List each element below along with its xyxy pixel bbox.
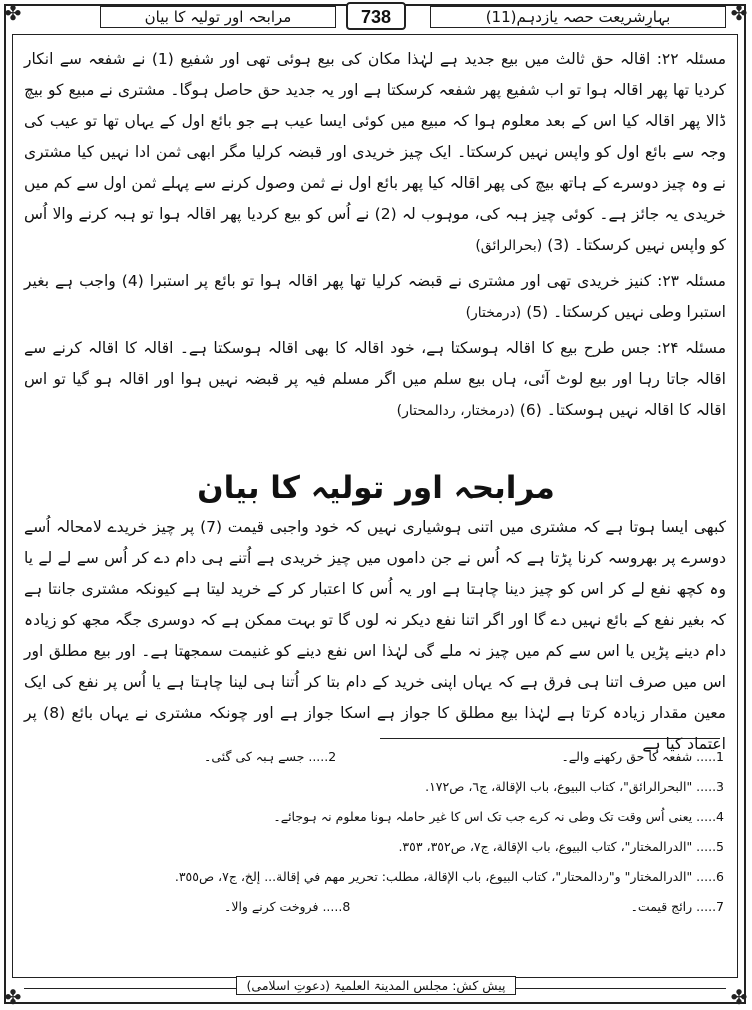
paragraph-text: مسئلہ ۲۳: کنیز خریدی تھی اور مشتری نے قبضہ کرلیا تھا پھر اقالہ ہوا تو بائع پر استبرا (4) واجب ہے بغیر استبرا وطی نہیں کرسکتا۔ (5) [24,272,726,321]
footer [0,978,752,993]
footnote-3: 3..... "البحرالرائق"، كتاب البيوع، باب الإقالة، ج٦، ص١٧٢. [425,779,724,794]
paragraph-masla-24 [24,333,726,427]
page-number: 738 [346,2,406,30]
footnote-row [24,892,724,922]
corner-ornament-icon: ✤ [4,1,22,25]
header-book-title: بہارِشریعت حصہ یازدہم(11) [430,6,726,28]
main-content [24,44,726,427]
footnote-6: 6..... "الدرالمختار" و"ردالمحتار"، كتاب البيوع، باب الإقالة، مطلب: تحرير مهم في إقالة... إلخ، ج٧، ص٣٥٥. [174,869,724,884]
reference: (درمختار) [465,305,522,321]
reference: (بحرالرائق) [475,238,543,254]
reference: (درمختار، ردالمحتار) [396,403,515,419]
footnote-4: 4..... یعنی اُس وقت تک وطی نہ کرے جب تک اس کا غیر حاملہ ہونا معلوم نہ ہوجائے۔ [273,809,724,824]
footnote-row [24,742,724,772]
section-body [24,512,726,760]
corner-ornament-icon: ✤ [730,1,748,25]
corner-ornament-icon: ✤ [730,985,748,1009]
paragraph-intro: کبھی ایسا ہوتا ہے کہ مشتری میں اتنی ہوشیاری نہیں کہ خود واجبی قیمت (7) پر چیز خریدے لامحالہ اُسے دوسرے پر بھروسہ کرنا پڑتا ہے کہ اُس نے جن داموں میں چیز خریدی ہے اُتنے ہی دام دے کر اُس سے لے لے یا وہ کچھ نفع لے کر اس کو چیز دینا چاہتا ہے اور یہ اُس کا اعتبار کر کے خرید لیتا ہے کیونکہ مشتری جانتا ہے کہ بغیر نفع کے بائع نہیں دے گا اور اگر اتنا نفع دیکر نہ لوں گا تو بہت ممکن ہے کہ دوسری جگہ مجھ کو زیادہ دام دینے پڑیں یا اس سے کم میں چیز نہ ملے گی لہٰذا اس نفع دینے کو غنیمت سمجھتا ہے۔ اور بیع مطلق اور اس میں صرف اتنا ہی فرق ہے کہ یہاں اپنی خرید کے دام بتا کر اُتنا ہی لینا چاہتا ہے یا اُس پر نفع کی ایک معین مقدار زیادہ کرتا ہے لہٰذا بیع مطلق کا جواز ہے اسکا جواز ہے اور چونکہ مشتری نے یہاں بائع (8) پر اعتماد کیا ہے [24,518,727,753]
paragraph-masla-22 [24,44,726,262]
paragraph-text: مسئلہ ۲۴: جس طرح بیع کا اقالہ ہوسکتا ہے، خود اقالہ کا بھی اقالہ ہوسکتا ہے۔ اقالہ کا اقالہ کرنے سے اقالہ جاتا رہا اور بیع لوٹ آئی، ہاں بیع سلم میں اگر مسلم فیہ پر قبضہ نہیں ہوا اور اقالہ ہو گیا تو اس اقالہ کا اقالہ نہیں ہوسکتا۔ (6) [24,339,726,419]
publisher-label: پیش کش: مجلس المدینۃ العلمیۃ (دعوتِ اسلامی) [236,976,517,995]
footnote-5: 5..... "الدرالمختار"، كتاب البيوع، باب الإقالة، ج٧، ص٣٥٢، ٣٥٣. [398,839,724,854]
footnote-8: 8..... فروخت کرنے والا۔ [224,899,351,914]
footnote-7: 7..... رائج قیمت۔ [630,899,724,914]
paragraph-text: مسئلہ ۲۲: اقالہ حق ثالث میں بیع جدید ہے لہٰذا مکان کی بیع ہوئی تھی اور شفیع (1) نے شفعہ سے انکار کردیا تھا پھر اقالہ ہوا تو اب شفیع پھر شفعہ کرسکتا ہے اور یہ جدید حق حاصل ہوگا۔ مشتری نے مبیع کو بیچ ڈالا پھر اقالہ کیا اس کے بعد معلوم ہوا کہ مبیع میں کوئی ایسا عیب ہے جو بائع اول کے یہاں تھا تو عیب کی وجہ سے بائع اول کو واپس نہیں کرسکتا۔ ایک چیز خریدی اور قبضہ کرلیا مگر ابھی ثمن ادا نہیں کیا مشتری نے وہ چیز دوسرے کے ہاتھ بیچ کی پھر اقالہ کیا پھر بائع اول نے ثمن وصول کرنے سے پہلے ثمن اول سے کم میں خریدی یہ جائز ہے۔ کوئی چیز ہبہ کی، موہوب لہ (2) نے اُس کو بیع کردیا پھر اقالہ ہوا تو ہبہ کرنے والا اُس کو واپس نہیں کرسکتا۔ (3) [24,50,727,254]
section-title: مرابحہ اور تولیہ کا بیان [197,470,555,506]
footnote-2: 2..... جسے ہبہ کی گئی۔ [204,749,337,764]
header-chapter-title: مرابحہ اور تولیہ کا بیان [100,6,336,28]
corner-ornament-icon: ✤ [4,985,22,1009]
footnote-divider [380,738,720,739]
footnote-1: 1..... شفعہ کا حق رکھنے والے۔ [561,749,724,764]
footnotes [24,742,724,922]
paragraph-masla-23 [24,266,726,329]
